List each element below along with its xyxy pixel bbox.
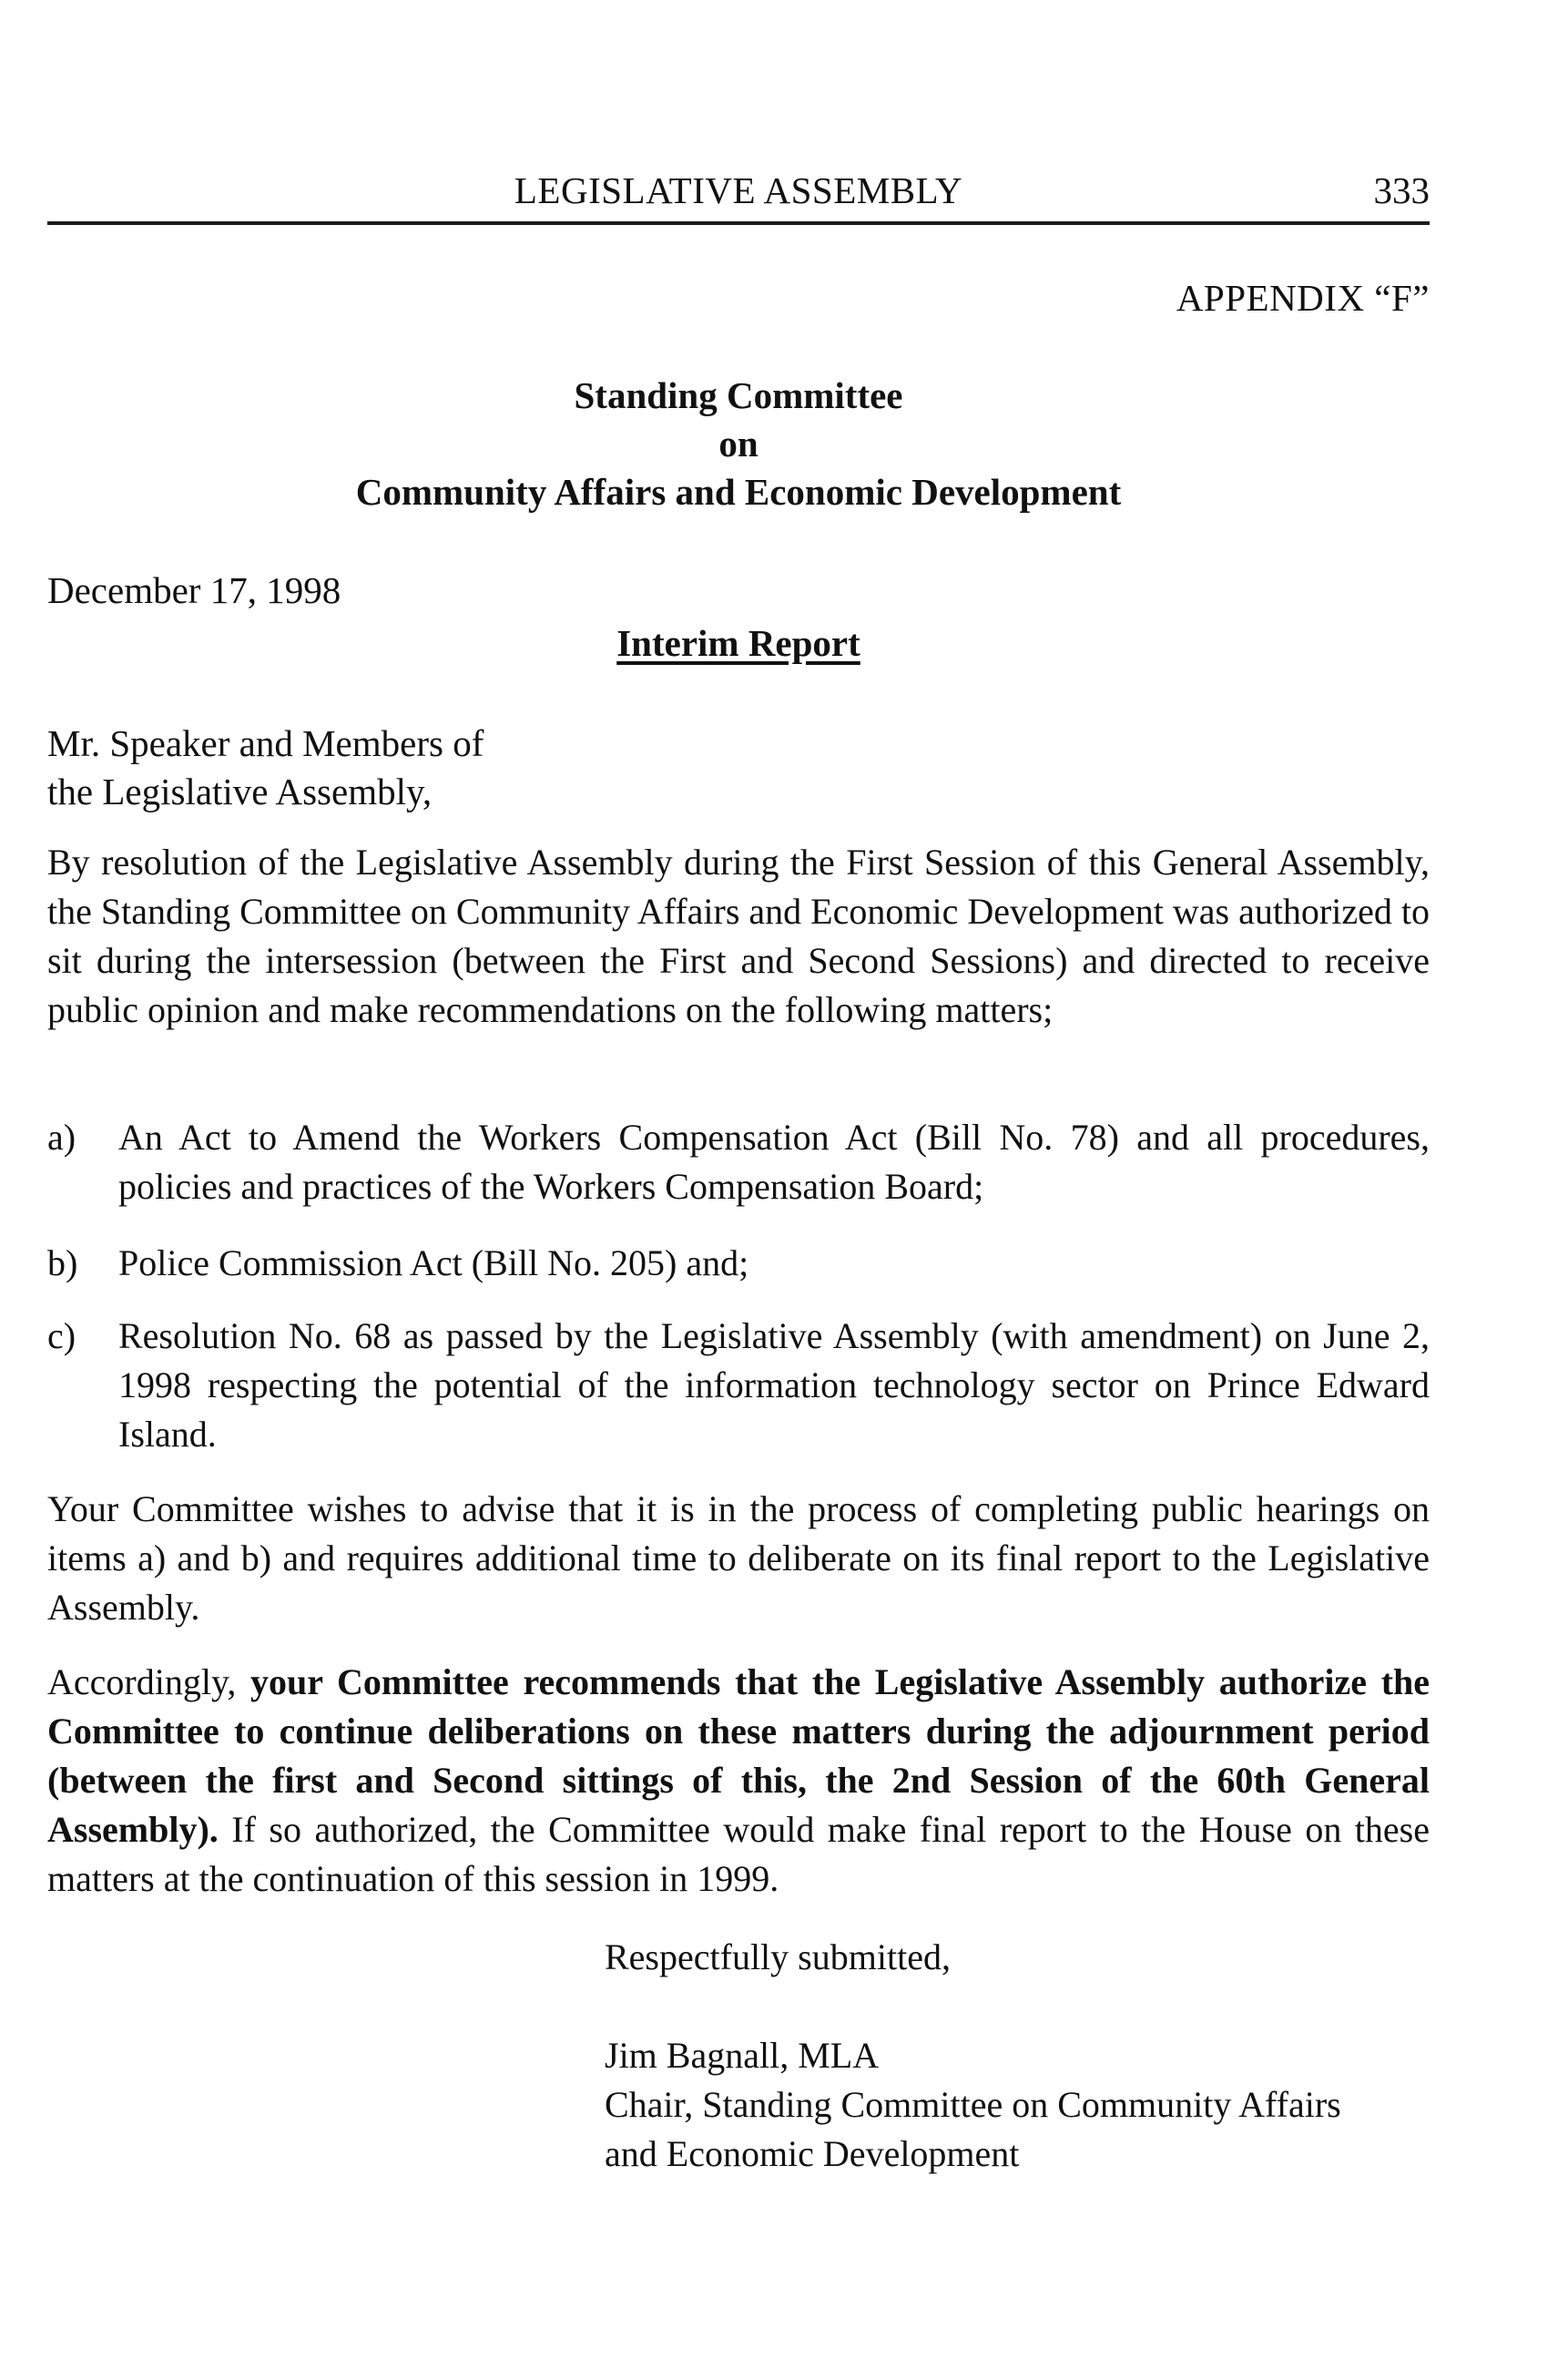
report-date: December 17, 1998 <box>47 569 341 611</box>
committee-heading-line-3: Community Affairs and Economic Development <box>355 471 1122 513</box>
running-header-title: LEGISLATIVE ASSEMBLY <box>514 169 963 211</box>
list-marker-a: a) <box>47 1117 76 1158</box>
paragraph-progress: Your Committee wishes to advise that it is in the process of completing public hearings on items a) and b) and requires additional time to deliberate on its final report to the Legislative Assembly. <box>47 1488 1430 1628</box>
signatory-title-line-2: and Economic Development <box>605 2133 1020 2174</box>
header-rule <box>47 221 1430 225</box>
closing-respectfully: Respectfully submitted, <box>605 1936 951 1977</box>
running-header <box>47 169 1430 221</box>
report-title: Interim Report <box>616 622 860 664</box>
paragraph-recommendation <box>47 1658 1430 1904</box>
list-item-a <box>47 1113 1430 1211</box>
list-text-b: Police Commission Act (Bill No. 205) and; <box>118 1242 749 1283</box>
recommendation-tail: If so authorized, the Committee would make final report to the House on these matters at the continuation of this session in 1999. <box>47 1809 1430 1899</box>
list-item-b <box>47 1239 1430 1288</box>
salutation-line-1: Mr. Speaker and Members of <box>47 722 484 764</box>
signatory-name: Jim Bagnall, MLA <box>605 2035 880 2076</box>
list-marker-c: c) <box>47 1315 76 1356</box>
committee-heading-line-2: on <box>718 423 759 465</box>
list-item-c <box>47 1312 1430 1459</box>
recommendation-lead: Accordingly, <box>47 1661 251 1702</box>
signatory-title-line-1: Chair, Standing Committee on Community Affairs <box>605 2084 1341 2125</box>
committee-heading-line-1: Standing Committee <box>574 374 903 416</box>
list-text-a: An Act to Amend the Workers Compensation Act (Bill No. 78) and all procedures, policies and practices of the Workers Compensation Board; <box>118 1117 1430 1207</box>
page-number: 333 <box>1373 169 1430 211</box>
appendix-label: APPENDIX “F” <box>1176 277 1430 319</box>
salutation <box>47 720 484 816</box>
recommendation-bold: your Committee recommends that the Legislative Assembly authorize the Committee to continue deliberations on these matters during the adjournment period (between the first and Second sittings of this, the 2nd Session of the 60th General Assembly). <box>47 1661 1431 1850</box>
list-marker-b: b) <box>47 1242 78 1283</box>
signature-block <box>605 2031 1341 2179</box>
list-text-c: Resolution No. 68 as passed by the Legislative Assembly (with amendment) on June 2, 1998 respecting the potential of the information technology sector on Prince Edward Island. <box>118 1315 1430 1455</box>
committee-heading <box>47 372 1430 516</box>
paragraph-resolution: By resolution of the Legislative Assembly during the First Session of this General Assembly, the Standing Committee on Community Affairs and Economic Development was authorized to sit during the intersession (between the First and Second Sessions) and directed to receive public opinion and make recommendations on the following matters; <box>47 842 1430 1030</box>
salutation-line-2: the Legislative Assembly, <box>47 771 433 812</box>
